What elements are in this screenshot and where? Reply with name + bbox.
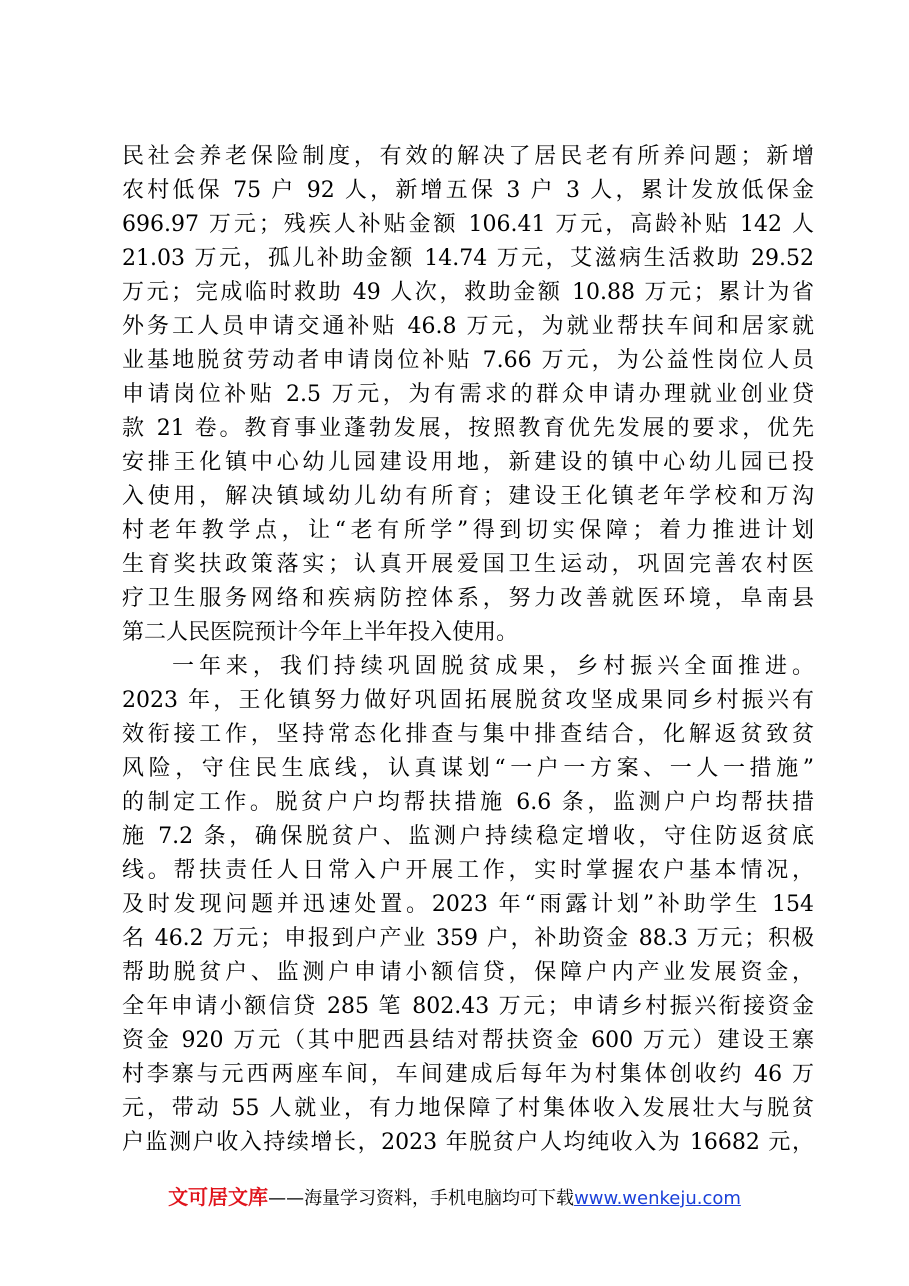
text-line: 第二人民医院预计今年上半年投入使用。 bbox=[122, 620, 519, 645]
text-line: 入使用，解决镇域幼儿幼有所育；建设王化镇老年学校和万沟 bbox=[122, 484, 814, 509]
text-line: 的制定工作。脱贫户户均帮扶措施 6.6 条，监测户户均帮扶措 bbox=[122, 790, 814, 815]
text-line: 民社会养老保险制度，有效的解决了居民老有所养问题；新增 bbox=[122, 144, 814, 169]
document-body bbox=[122, 140, 814, 1160]
footer-brand: 文可居文库 bbox=[168, 1185, 269, 1209]
text-line: 农村低保 75 户 92 人，新增五保 3 户 3 人，累计发放低保金 bbox=[122, 178, 814, 203]
text-line: 安排王化镇中心幼儿园建设用地，新建设的镇中心幼儿园已投 bbox=[122, 450, 814, 475]
text-line: 生育奖扶政策落实；认真开展爱国卫生运动，巩固完善农村医 bbox=[122, 552, 814, 577]
text-line: 21.03 万元，孤儿补助金额 14.74 万元，艾滋病生活救助 29.52 bbox=[122, 246, 814, 271]
text-line: 名 46.2 万元；申报到户产业 359 户，补助资金 88.3 万元；积极 bbox=[122, 926, 814, 951]
footer-banner bbox=[0, 1181, 909, 1210]
text-line: 风险，守住民生底线，认真谋划“一户一方案、一人一措施” bbox=[122, 756, 814, 781]
text-line: 村李寨与元西两座车间，车间建成后每年为村集体创收约 46 万 bbox=[122, 1062, 814, 1087]
text-line: 效衔接工作，坚持常态化排查与集中排查结合，化解返贫致贫 bbox=[122, 722, 814, 747]
text-line: 业基地脱贫劳动者申请岗位补贴 7.66 万元，为公益性岗位人员 bbox=[122, 348, 814, 373]
text-line: 外务工人员申请交通补贴 46.8 万元，为就业帮扶车间和居家就 bbox=[122, 314, 814, 339]
text-line: 元，带动 55 人就业，有力地保障了村集体收入发展壮大与脱贫 bbox=[122, 1096, 814, 1121]
text-line: 全年申请小额信贷 285 笔 802.43 万元；申请乡村振兴衔接资金 bbox=[122, 994, 814, 1019]
text-line: 施 7.2 条，确保脱贫户、监测户持续稳定增收，守住防返贫底 bbox=[122, 824, 814, 849]
text-line: 帮助脱贫户、监测户申请小额信贷，保障户内产业发展资金， bbox=[122, 960, 814, 985]
text-line: 户监测户收入持续增长，2023 年脱贫户人均纯收入为 16682 元， bbox=[122, 1130, 814, 1155]
text-line: 2023 年，王化镇努力做好巩固拓展脱贫攻坚成果同乡村振兴有 bbox=[122, 688, 814, 713]
footer-slogan: ——海量学习资料，手机电脑均可下载 bbox=[268, 1188, 575, 1209]
text-line: 及时发现问题并迅速处置。2023 年“雨露计划”补助学生 154 bbox=[122, 892, 814, 917]
paragraph-first-line: 一年来，我们持续巩固脱贫成果，乡村振兴全面推进。 bbox=[172, 654, 814, 679]
text-line: 万元；完成临时救助 49 人次，救助金额 10.88 万元；累计为省 bbox=[122, 280, 814, 305]
text-line: 款 21 卷。教育事业蓬勃发展，按照教育优先发展的要求，优先 bbox=[122, 416, 814, 441]
footer-site-link[interactable]: www.wenkeju.com bbox=[574, 1188, 741, 1209]
text-line: 申请岗位补贴 2.5 万元，为有需求的群众申请办理就业创业贷 bbox=[122, 382, 814, 407]
text-line: 资金 920 万元（其中肥西县结对帮扶资金 600 万元）建设王寨 bbox=[122, 1028, 814, 1053]
text-line: 村老年教学点，让“老有所学”得到切实保障；着力推进计划 bbox=[122, 518, 814, 543]
text-line: 疗卫生服务网络和疾病防控体系，努力改善就医环境，阜南县 bbox=[122, 586, 814, 611]
text-line: 线。帮扶责任人日常入户开展工作，实时掌握农户基本情况， bbox=[122, 858, 814, 883]
text-line: 696.97 万元；残疾人补贴金额 106.41 万元，高龄补贴 142 人 bbox=[122, 212, 814, 237]
